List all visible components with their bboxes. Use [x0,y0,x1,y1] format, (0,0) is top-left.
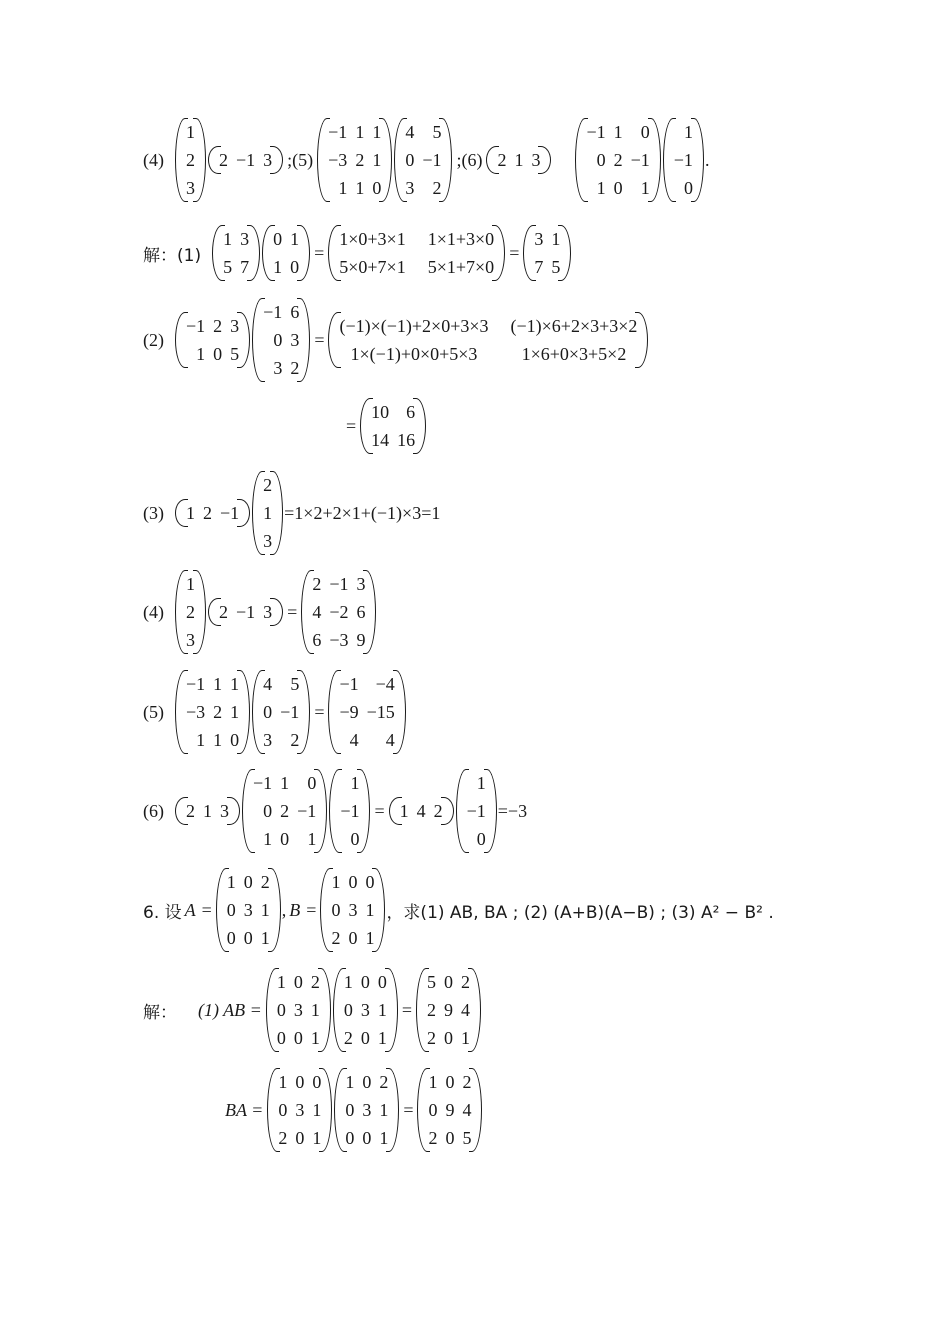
matrix-cell: 2 [355,150,365,170]
period: . [704,149,710,170]
matrix-cell: 2 [186,150,195,170]
matrix-cell: −1 [280,702,300,722]
matrix-cell: 0 [278,1100,288,1120]
matrix-cell: 4 [416,801,426,821]
matrix-cell: 5×1+7×0 [427,257,495,277]
matrix-s3-col [252,471,283,555]
matrix-cell: 1 [355,178,365,198]
matrix-cell: 0 [405,150,415,170]
matrix-cell: 1 [196,730,206,750]
answer-6-ab: 解： (1) AB = 1 0 2 0 3 1 0 0 1 1 0 0 0 3 1 2 0 1 = 5 0 2 2 9 4 2 0 1 [143,968,950,1052]
matrix-cell: 3 [220,801,229,821]
matrix-s2-b [252,298,310,382]
matrix-cell: 0 [362,1072,372,1092]
matrix-cell: 1 [223,229,233,249]
matrix-cell: 1 [331,872,341,892]
matrix-a6-ba [417,1068,482,1152]
matrix-cell: 3 [243,900,253,920]
matrix-cell: 1 [551,229,561,249]
matrix-cell: 3 [186,630,195,650]
matrix-cell: 2 [263,475,273,495]
matrix-cell: −1 [186,316,206,336]
matrix-cell: 0 [226,928,236,948]
matrix-cell: 1 [372,150,382,170]
matrix-cell: 2 [613,150,623,170]
matrix-cell: 0 [445,1072,455,1092]
matrix-s5-a [175,670,250,754]
matrix-cell: 1 [290,229,300,249]
matrix-cell: 6 [290,302,300,322]
matrix-cell: 1 [260,900,270,920]
matrix-cell: −1 [329,574,349,594]
solution-2: (2) −1 2 3 1 0 5 −1 6 0 3 3 2 = (−1)×(−1)+2×0+3×3 (−1)×6+2×3+3×2 1×(−1)+0×0+5×3 1×6+0×3+5×2 [143,298,950,382]
matrix-p6-m [575,118,660,202]
matrix-cell: 0 [443,972,453,992]
matrix-q6-A [216,868,281,952]
matrix-cell: 9 [356,630,366,650]
solution-1: 解：(1) 1 3 5 7 0 1 1 0 = 1×0+3×1 1×1+3×0 5×0+7×1 5×1+7×0 = 3 1 7 5 [143,225,950,281]
matrix-p5-b [394,118,452,202]
matrix-cell: 1 [683,122,693,142]
matrix-s2-prod [328,312,648,368]
matrix-cell: 1 [514,150,524,170]
label-4: (4) [143,149,164,170]
matrix-s5-b [252,670,310,754]
problem-line-4-5-6 [143,118,950,202]
matrix-a6-B2 [267,1068,332,1152]
matrix-s6-col [329,769,370,853]
matrix-cell: 0 [345,1100,355,1120]
matrix-cell: −1 [586,122,606,142]
matrix-cell: 0 [377,972,387,992]
matrix-cell: 1 [196,344,206,364]
matrix-cell: 4 [312,602,322,622]
matrix-cell: 0 [360,972,370,992]
matrix-cell: 4 [460,1000,470,1020]
matrix-cell: 0 [276,1000,286,1020]
matrix-cell: 3 [186,178,195,198]
matrix-cell: 2 [260,872,270,892]
matrix-cell: 1 [377,1000,387,1020]
solution-3 [143,471,950,555]
matrix-cell: 3 [356,574,366,594]
matrix-cell: 0 [295,1128,305,1148]
matrix-cell: 5 [290,674,300,694]
label-s2: (2) [143,329,164,350]
matrix-cell: 0 [312,1072,322,1092]
matrix-cell: −1 [297,801,317,821]
matrix-cell: 3 [360,1000,370,1020]
matrix-cell: 2 [379,1072,389,1092]
matrix-cell: 1 [379,1128,389,1148]
matrix-cell: 3 [273,358,283,378]
matrix-cell: 1 [476,773,486,793]
matrix-cell: 0 [445,1128,455,1148]
matrix-cell: 2 [433,801,443,821]
matrix-cell: 1 [428,1072,438,1092]
matrix-cell: 3 [534,229,544,249]
matrix-cell: −3 [186,702,206,722]
matrix-s6-m [242,769,327,853]
matrix-cell: 3 [230,316,240,336]
matrix-cell: −1 [263,302,283,322]
q6-lead: 6. 设 [143,902,182,923]
matrix-a6-ab [416,968,481,1052]
matrix-cell: 2 [312,574,322,594]
matrix-cell: 3 [348,900,358,920]
matrix-cell: 2 [426,1028,436,1048]
answer-6-ba: BA = 1 0 0 0 3 1 2 0 1 1 0 2 0 3 1 0 0 1 = 1 0 2 0 9 4 2 0 5 [222,1068,950,1152]
matrix-cell: 0 [362,1128,372,1148]
matrix-cell: 7 [534,257,544,277]
matrix-cell: 3 [405,178,415,198]
label-s5: (5) [143,701,164,722]
matrix-cell: 0 [293,972,303,992]
solution-5: (5) −1 1 1 −3 2 1 1 1 0 4 5 0 −1 3 2 = −1 −4 −9 −15 4 4 [143,670,950,754]
matrix-cell: (−1)×(−1)+2×0+3×3 [339,316,489,336]
matrix-cell: −1 [422,150,442,170]
matrix-cell: 4 [462,1100,472,1120]
matrix-cell: 3 [531,150,541,170]
matrix-cell: 2 [290,730,300,750]
matrix-cell: 4 [405,122,415,142]
matrix-cell: 1 [310,1028,320,1048]
matrix-cell: 1 [460,1028,470,1048]
matrix-cell: 2 [331,928,341,948]
matrix-cell: 7 [240,257,250,277]
matrix-cell: 2 [343,1028,353,1048]
matrix-cell: −1 [186,674,206,694]
matrix-cell: 1 [350,773,360,793]
matrix-cell: 5×0+7×1 [339,257,406,277]
matrix-cell: 3 [263,531,273,551]
matrix-cell: 1×(−1)+0×0+5×3 [350,344,478,364]
solution-6: (6) 2 1 3 −1 1 0 0 2 −1 1 0 1 1 −1 0 = 1 4 2 1 −1 0 =−3 [143,769,950,853]
problem-6: 6. 设 A = 1 0 2 0 3 1 0 0 1 , B = 1 0 0 0 3 1 2 0 1 ，求(1) AB, BA ; (2) (A+B)(A−B) ; (3) A² − B² . [143,868,950,952]
matrix-cell: 9 [443,1000,453,1020]
matrix-cell: 0 [273,229,283,249]
matrix-cell: 1 [596,178,606,198]
matrix-cell: −9 [339,702,359,722]
matrix-cell: 1 [230,702,240,722]
matrix-p6-col [663,118,704,202]
matrix-cell: 1 [263,503,273,523]
matrix-cell: 0 [213,344,223,364]
matrix-cell: 4 [349,730,359,750]
matrix-cell: 9 [445,1100,455,1120]
matrix-cell: 0 [372,178,382,198]
matrix-cell: −1 [340,801,360,821]
matrix-cell: 3 [293,1000,303,1020]
matrix-cell: 1 [226,872,236,892]
matrix-cell: 1×6+0×3+5×2 [521,344,627,364]
matrix-cell: (−1)×6+2×3+3×2 [510,316,638,336]
matrix-cell: 0 [348,928,358,948]
matrix-cell: 2 [186,801,195,821]
matrix-cell: 0 [273,330,283,350]
matrix-cell: 0 [243,928,253,948]
matrix-cell: 1 [230,674,240,694]
matrix-cell: 4 [385,730,395,750]
a6-ba-label: BA = [225,1099,264,1120]
matrix-cell: 2 [432,178,442,198]
matrix-cell: 0 [226,900,236,920]
matrix-cell: −4 [375,674,395,694]
matrix-cell: 1 [343,972,353,992]
solution-2-result: = 10 6 14 16 [343,398,950,454]
matrix-cell: 1 [355,122,365,142]
matrix-cell: 1 [273,257,283,277]
matrix-cell: 1×1+3×0 [427,229,495,249]
matrix-cell: 0 [613,178,623,198]
matrix-cell: 2 [219,602,228,622]
matrix-cell: 3 [240,229,250,249]
matrix-cell: 4 [263,674,273,694]
matrix-cell: 1 [186,574,195,594]
matrix-cell: 3 [263,150,273,170]
q6-ask: ，求(1) AB, BA ; (2) (A+B)(A−B) ; (3) A² − B² . [386,902,774,923]
matrix-cell: 0 [345,1128,355,1148]
matrix-p4-col [175,118,206,202]
matrix-cell: 1 [307,829,317,849]
matrix-cell: −3 [329,630,349,650]
matrix-s4-row [208,598,283,626]
matrix-cell: 0 [476,829,486,849]
matrix-cell: 5 [426,972,436,992]
matrix-cell: 2 [428,1128,438,1148]
matrix-s1-res [523,225,571,281]
matrix-cell: 0 [365,872,375,892]
matrix-cell: 1 [203,801,212,821]
matrix-cell: 5 [230,344,240,364]
s3-tail: =1×2+2×1+(−1)×3=1 [284,502,441,523]
matrix-cell: 1 [280,773,290,793]
matrix-cell: 3 [362,1100,372,1120]
matrix-cell: 1 [310,1000,320,1020]
label-s3: (3) [143,502,164,523]
matrix-cell: 2 [290,358,300,378]
matrix-cell: 0 [343,1000,353,1020]
matrix-cell: 1 [377,1028,387,1048]
matrix-cell: 0 [348,872,358,892]
matrix-p6-row [486,146,551,174]
a6-ab-label: (1) AB = [198,999,262,1020]
a6-lead: 解： [143,1002,177,1023]
matrix-cell: −15 [366,702,395,722]
matrix-cell: 1 [312,1128,322,1148]
matrix-cell: 1 [613,122,623,142]
matrix-s6-col2 [456,769,497,853]
matrix-s2-a [175,312,250,368]
matrix-cell: 6 [312,630,322,650]
matrix-cell: 14 [371,430,390,450]
matrix-cell: 2 [462,1072,472,1092]
matrix-cell: 1 [213,674,223,694]
matrix-cell: 1 [640,178,650,198]
matrix-cell: 0 [293,1028,303,1048]
matrix-cell: −1 [673,150,693,170]
matrix-cell: 0 [276,1028,286,1048]
matrix-cell: 2 [426,1000,436,1020]
matrix-cell: −1 [236,602,256,622]
matrix-cell: 6 [356,602,366,622]
matrix-cell: 0 [331,900,341,920]
matrix-s6-row2 [389,797,454,825]
matrix-s1-a [212,225,260,281]
matrix-cell: 2 [186,602,195,622]
matrix-cell: 0 [243,872,253,892]
matrix-cell: 0 [295,1072,305,1092]
matrix-cell: 3 [263,730,273,750]
matrix-cell: 5 [432,122,442,142]
matrix-cell: 2 [213,316,223,336]
matrix-cell: 0 [290,257,300,277]
label-s6: (6) [143,800,164,821]
matrix-cell: 2 [219,150,228,170]
matrix-cell: 3 [263,602,273,622]
matrix-cell: −1 [328,122,348,142]
matrix-s2-res [360,398,426,454]
matrix-cell: 0 [428,1100,438,1120]
matrix-cell: 1 [276,972,286,992]
s6-tail: =−3 [497,800,528,821]
matrix-cell: 2 [278,1128,288,1148]
matrix-a6-A2 [334,1068,399,1152]
matrix-cell: 0 [263,801,273,821]
matrix-cell: 1 [365,928,375,948]
matrix-cell: 1 [312,1100,322,1120]
matrix-cell: −1 [466,801,486,821]
matrix-cell: 5 [551,257,561,277]
matrix-cell: 1 [278,1072,288,1092]
matrix-cell: 2 [460,972,470,992]
matrix-cell: 2 [310,972,320,992]
matrix-cell: −3 [328,150,348,170]
label-5: ;(5) [287,149,314,170]
matrix-cell: 2 [203,503,212,523]
matrix-s1-b [262,225,310,281]
matrix-cell: 5 [462,1128,472,1148]
matrix-cell: 3 [290,330,300,350]
matrix-cell: 0 [280,829,290,849]
matrix-cell: 1 [338,178,348,198]
matrix-cell: 2 [213,702,223,722]
matrix-p4-row [208,146,283,174]
matrix-cell: 0 [350,829,360,849]
solution-lead: 解：(1) [143,245,202,266]
matrix-s3-row [175,499,250,527]
matrix-cell: −1 [220,503,240,523]
matrix-cell: 0 [640,122,650,142]
matrix-cell: 0 [307,773,317,793]
label-s4: (4) [143,601,164,622]
matrix-cell: 0 [596,150,606,170]
matrix-cell: −1 [236,150,256,170]
matrix-cell: 0 [443,1028,453,1048]
matrix-s1-prod [328,225,505,281]
solution-4: (4) 1 2 3 2 −1 3 = 2 −1 3 4 −2 6 6 −3 9 [143,570,950,654]
matrix-cell: 16 [397,430,416,450]
matrix-cell: 1 [379,1100,389,1120]
matrix-cell: 2 [280,801,290,821]
matrix-cell: 1 [345,1072,355,1092]
matrix-cell: 1 [263,829,273,849]
matrix-cell: −2 [329,602,349,622]
matrix-cell: 2 [497,150,507,170]
matrix-a6-B [333,968,398,1052]
matrix-s4-res [301,570,376,654]
matrix-cell: 0 [683,178,693,198]
matrix-cell: 1 [365,900,375,920]
matrix-cell: 3 [295,1100,305,1120]
matrix-cell: 1 [186,503,195,523]
matrix-cell: 1×0+3×1 [339,229,406,249]
matrix-cell: 1 [213,730,223,750]
matrix-cell: 6 [406,402,416,422]
matrix-cell: 0 [263,702,273,722]
matrix-s5-res [328,670,405,754]
matrix-s6-row [175,797,240,825]
matrix-cell: 1 [260,928,270,948]
matrix-p5-a [317,118,392,202]
matrix-a6-A [266,968,331,1052]
matrix-cell: 5 [223,257,233,277]
matrix-cell: 10 [371,402,390,422]
matrix-cell: 1 [186,122,195,142]
matrix-cell: 1 [372,122,382,142]
matrix-cell: −1 [339,674,359,694]
matrix-cell: 1 [399,801,409,821]
matrix-cell: 0 [230,730,240,750]
matrix-cell: −1 [630,150,650,170]
label-6: ;(6) [456,149,483,170]
matrix-cell: 0 [360,1028,370,1048]
matrix-q6-B [320,868,385,952]
matrix-s4-col [175,570,206,654]
matrix-cell: −1 [253,773,273,793]
